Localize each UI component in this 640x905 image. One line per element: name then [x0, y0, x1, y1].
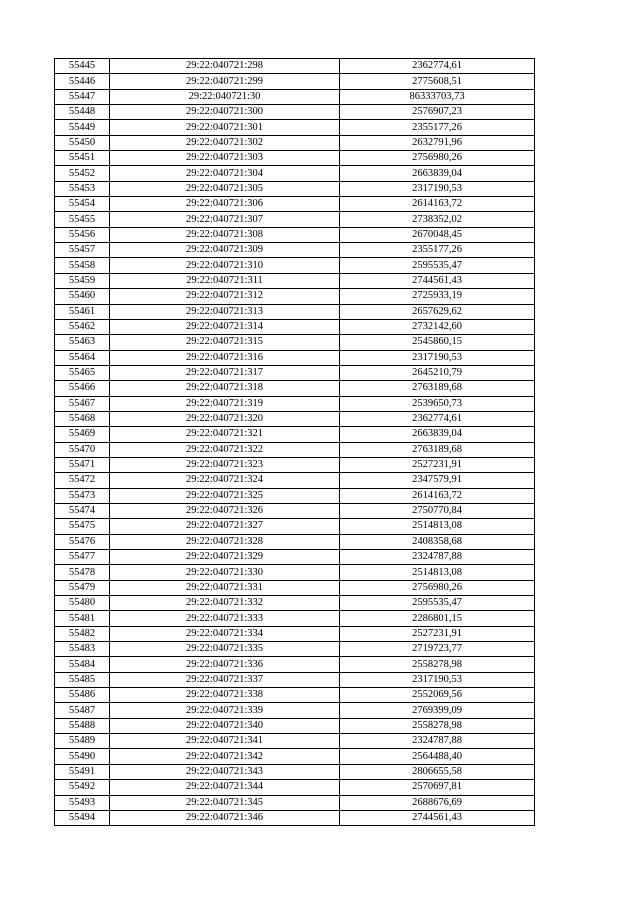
- value-cell: 2362774,61: [340, 411, 535, 426]
- value-cell: 2657629,62: [340, 304, 535, 319]
- cadastral-number-cell: 29:22:040721:311: [110, 273, 340, 288]
- table-row: [55, 335, 535, 350]
- row-number-cell: 55473: [55, 488, 110, 503]
- cadastral-number-cell: 29:22:040721:309: [110, 243, 340, 258]
- value-cell: 2317190,53: [340, 350, 535, 365]
- cadastral-number-cell: 29:22:040721:310: [110, 258, 340, 273]
- row-number-cell: 55470: [55, 442, 110, 457]
- row-number-cell: 55455: [55, 212, 110, 227]
- value-cell: 2632791,96: [340, 135, 535, 150]
- row-number-cell: 55449: [55, 120, 110, 135]
- cadastral-number-cell: 29:22:040721:299: [110, 74, 340, 89]
- cadastral-number-cell: 29:22:040721:312: [110, 289, 340, 304]
- value-cell: 2663839,04: [340, 427, 535, 442]
- value-cell: 2317190,53: [340, 672, 535, 687]
- row-number-cell: 55452: [55, 166, 110, 181]
- value-cell: 2744561,43: [340, 810, 535, 825]
- row-number-cell: 55471: [55, 457, 110, 472]
- table-row: [55, 718, 535, 733]
- document-page: [54, 58, 534, 826]
- table-row: [55, 672, 535, 687]
- cadastral-number-cell: 29:22:040721:342: [110, 749, 340, 764]
- cadastral-number-cell: 29:22:040721:332: [110, 596, 340, 611]
- cadastral-number-cell: 29:22:040721:305: [110, 181, 340, 196]
- table-row: [55, 197, 535, 212]
- table-row: [55, 350, 535, 365]
- row-number-cell: 55446: [55, 74, 110, 89]
- row-number-cell: 55458: [55, 258, 110, 273]
- cadastral-number-cell: 29:22:040721:317: [110, 365, 340, 380]
- table-row: [55, 764, 535, 779]
- table-row: [55, 810, 535, 825]
- cadastral-number-cell: 29:22:040721:327: [110, 519, 340, 534]
- table-row: [55, 550, 535, 565]
- table-row: [55, 795, 535, 810]
- row-number-cell: 55479: [55, 580, 110, 595]
- value-cell: 2595535,47: [340, 258, 535, 273]
- row-number-cell: 55472: [55, 473, 110, 488]
- cadastral-number-cell: 29:22:040721:324: [110, 473, 340, 488]
- cadastral-number-cell: 29:22:040721:313: [110, 304, 340, 319]
- table-row: [55, 135, 535, 150]
- cadastral-number-cell: 29:22:040721:326: [110, 503, 340, 518]
- table-row: [55, 411, 535, 426]
- cadastral-number-cell: 29:22:040721:303: [110, 151, 340, 166]
- value-cell: 2614163,72: [340, 488, 535, 503]
- row-number-cell: 55483: [55, 642, 110, 657]
- value-cell: 2756980,26: [340, 151, 535, 166]
- cadastral-number-cell: 29:22:040721:330: [110, 565, 340, 580]
- row-number-cell: 55466: [55, 381, 110, 396]
- table-row: [55, 457, 535, 472]
- table-row: [55, 151, 535, 166]
- row-number-cell: 55460: [55, 289, 110, 304]
- cadastral-number-cell: 29:22:040721:304: [110, 166, 340, 181]
- value-cell: 2614163,72: [340, 197, 535, 212]
- row-number-cell: 55481: [55, 611, 110, 626]
- cadastral-number-cell: 29:22:040721:345: [110, 795, 340, 810]
- table-row: [55, 381, 535, 396]
- cadastral-number-cell: 29:22:040721:339: [110, 703, 340, 718]
- table-row: [55, 319, 535, 334]
- cadastral-number-cell: 29:22:040721:322: [110, 442, 340, 457]
- table-row: [55, 688, 535, 703]
- value-cell: 2570697,81: [340, 780, 535, 795]
- row-number-cell: 55480: [55, 596, 110, 611]
- cadastral-number-cell: 29:22:040721:298: [110, 59, 340, 74]
- row-number-cell: 55450: [55, 135, 110, 150]
- value-cell: 2355177,26: [340, 120, 535, 135]
- table-row: [55, 258, 535, 273]
- row-number-cell: 55464: [55, 350, 110, 365]
- table-row: [55, 304, 535, 319]
- table-row: [55, 181, 535, 196]
- row-number-cell: 55447: [55, 89, 110, 104]
- cadastral-number-cell: 29:22:040721:308: [110, 227, 340, 242]
- value-cell: 2362774,61: [340, 59, 535, 74]
- row-number-cell: 55482: [55, 626, 110, 641]
- table-row: [55, 503, 535, 518]
- table-row: [55, 74, 535, 89]
- value-cell: 2527231,91: [340, 457, 535, 472]
- value-cell: 2552069,56: [340, 688, 535, 703]
- row-number-cell: 55457: [55, 243, 110, 258]
- value-cell: 2514813,08: [340, 565, 535, 580]
- value-cell: 2514813,08: [340, 519, 535, 534]
- cadastral-number-cell: 29:22:040721:334: [110, 626, 340, 641]
- cadastral-number-cell: 29:22:040721:333: [110, 611, 340, 626]
- table-row: [55, 657, 535, 672]
- row-number-cell: 55484: [55, 657, 110, 672]
- table-row: [55, 580, 535, 595]
- cadastral-number-cell: 29:22:040721:336: [110, 657, 340, 672]
- value-cell: 2545860,15: [340, 335, 535, 350]
- cadastral-number-cell: 29:22:040721:344: [110, 780, 340, 795]
- row-number-cell: 55478: [55, 565, 110, 580]
- row-number-cell: 55492: [55, 780, 110, 795]
- value-cell: 2317190,53: [340, 181, 535, 196]
- row-number-cell: 55463: [55, 335, 110, 350]
- row-number-cell: 55486: [55, 688, 110, 703]
- row-number-cell: 55462: [55, 319, 110, 334]
- value-cell: 2738352,02: [340, 212, 535, 227]
- cadastral-number-cell: 29:22:040721:316: [110, 350, 340, 365]
- cadastral-number-cell: 29:22:040721:302: [110, 135, 340, 150]
- table-row: [55, 212, 535, 227]
- cadastral-number-cell: 29:22:040721:328: [110, 534, 340, 549]
- value-cell: 2732142,60: [340, 319, 535, 334]
- row-number-cell: 55475: [55, 519, 110, 534]
- cadastral-number-cell: 29:22:040721:341: [110, 734, 340, 749]
- cadastral-number-cell: 29:22:040721:300: [110, 105, 340, 120]
- value-cell: 2408358,68: [340, 534, 535, 549]
- value-cell: 2775608,51: [340, 74, 535, 89]
- table-row: [55, 626, 535, 641]
- cadastral-number-cell: 29:22:040721:320: [110, 411, 340, 426]
- cadastral-number-cell: 29:22:040721:335: [110, 642, 340, 657]
- cadastral-number-cell: 29:22:040721:307: [110, 212, 340, 227]
- row-number-cell: 55456: [55, 227, 110, 242]
- value-cell: 2576907,23: [340, 105, 535, 120]
- cadastral-number-cell: 29:22:040721:314: [110, 319, 340, 334]
- value-cell: 2324787,88: [340, 550, 535, 565]
- cadastral-number-cell: 29:22:040721:325: [110, 488, 340, 503]
- row-number-cell: 55465: [55, 365, 110, 380]
- cadastral-number-cell: 29:22:040721:315: [110, 335, 340, 350]
- value-cell: 2324787,88: [340, 734, 535, 749]
- table-row: [55, 365, 535, 380]
- value-cell: 2527231,91: [340, 626, 535, 641]
- table-row: [55, 611, 535, 626]
- table-row: [55, 243, 535, 258]
- value-cell: 2688676,69: [340, 795, 535, 810]
- value-cell: 2355177,26: [340, 243, 535, 258]
- value-cell: 86333703,73: [340, 89, 535, 104]
- table-row: [55, 734, 535, 749]
- row-number-cell: 55459: [55, 273, 110, 288]
- cadastral-number-cell: 29:22:040721:337: [110, 672, 340, 687]
- value-cell: 2347579,91: [340, 473, 535, 488]
- row-number-cell: 55469: [55, 427, 110, 442]
- row-number-cell: 55488: [55, 718, 110, 733]
- value-cell: 2564488,40: [340, 749, 535, 764]
- cadastral-number-cell: 29:22:040721:306: [110, 197, 340, 212]
- table-row: [55, 89, 535, 104]
- row-number-cell: 55485: [55, 672, 110, 687]
- value-cell: 2756980,26: [340, 580, 535, 595]
- table-row: [55, 289, 535, 304]
- row-number-cell: 55491: [55, 764, 110, 779]
- row-number-cell: 55476: [55, 534, 110, 549]
- value-cell: 2595535,47: [340, 596, 535, 611]
- value-cell: 2769399,09: [340, 703, 535, 718]
- value-cell: 2670048,45: [340, 227, 535, 242]
- table-row: [55, 473, 535, 488]
- cadastral-number-cell: 29:22:040721:343: [110, 764, 340, 779]
- table-row: [55, 396, 535, 411]
- cadastral-number-cell: 29:22:040721:318: [110, 381, 340, 396]
- row-number-cell: 55451: [55, 151, 110, 166]
- row-number-cell: 55494: [55, 810, 110, 825]
- row-number-cell: 55453: [55, 181, 110, 196]
- value-cell: 2663839,04: [340, 166, 535, 181]
- table-row: [55, 642, 535, 657]
- cadastral-number-cell: 29:22:040721:323: [110, 457, 340, 472]
- row-number-cell: 55493: [55, 795, 110, 810]
- value-cell: 2539650,73: [340, 396, 535, 411]
- table-row: [55, 427, 535, 442]
- table-row: [55, 166, 535, 181]
- cadastral-number-cell: 29:22:040721:30: [110, 89, 340, 104]
- value-cell: 2763189,68: [340, 442, 535, 457]
- cadastral-value-table: [54, 58, 535, 826]
- value-cell: 2806655,58: [340, 764, 535, 779]
- cadastral-number-cell: 29:22:040721:346: [110, 810, 340, 825]
- value-cell: 2558278,98: [340, 718, 535, 733]
- table-row: [55, 227, 535, 242]
- table-row: [55, 488, 535, 503]
- table-row: [55, 519, 535, 534]
- cadastral-number-cell: 29:22:040721:321: [110, 427, 340, 442]
- cadastral-number-cell: 29:22:040721:301: [110, 120, 340, 135]
- value-cell: 2750770,84: [340, 503, 535, 518]
- value-cell: 2725933,19: [340, 289, 535, 304]
- row-number-cell: 55490: [55, 749, 110, 764]
- row-number-cell: 55448: [55, 105, 110, 120]
- cadastral-number-cell: 29:22:040721:340: [110, 718, 340, 733]
- value-cell: 2645210,79: [340, 365, 535, 380]
- table-row: [55, 565, 535, 580]
- row-number-cell: 55474: [55, 503, 110, 518]
- row-number-cell: 55454: [55, 197, 110, 212]
- table-row: [55, 596, 535, 611]
- table-body: [55, 59, 535, 826]
- table-row: [55, 273, 535, 288]
- row-number-cell: 55468: [55, 411, 110, 426]
- cadastral-number-cell: 29:22:040721:319: [110, 396, 340, 411]
- table-row: [55, 749, 535, 764]
- row-number-cell: 55489: [55, 734, 110, 749]
- value-cell: 2763189,68: [340, 381, 535, 396]
- cadastral-number-cell: 29:22:040721:338: [110, 688, 340, 703]
- table-row: [55, 703, 535, 718]
- cadastral-number-cell: 29:22:040721:329: [110, 550, 340, 565]
- row-number-cell: 55445: [55, 59, 110, 74]
- row-number-cell: 55467: [55, 396, 110, 411]
- cadastral-number-cell: 29:22:040721:331: [110, 580, 340, 595]
- table-row: [55, 59, 535, 74]
- row-number-cell: 55487: [55, 703, 110, 718]
- row-number-cell: 55477: [55, 550, 110, 565]
- value-cell: 2558278,98: [340, 657, 535, 672]
- value-cell: 2286801,15: [340, 611, 535, 626]
- table-row: [55, 120, 535, 135]
- row-number-cell: 55461: [55, 304, 110, 319]
- table-row: [55, 442, 535, 457]
- table-row: [55, 105, 535, 120]
- value-cell: 2719723,77: [340, 642, 535, 657]
- table-row: [55, 534, 535, 549]
- table-row: [55, 780, 535, 795]
- value-cell: 2744561,43: [340, 273, 535, 288]
